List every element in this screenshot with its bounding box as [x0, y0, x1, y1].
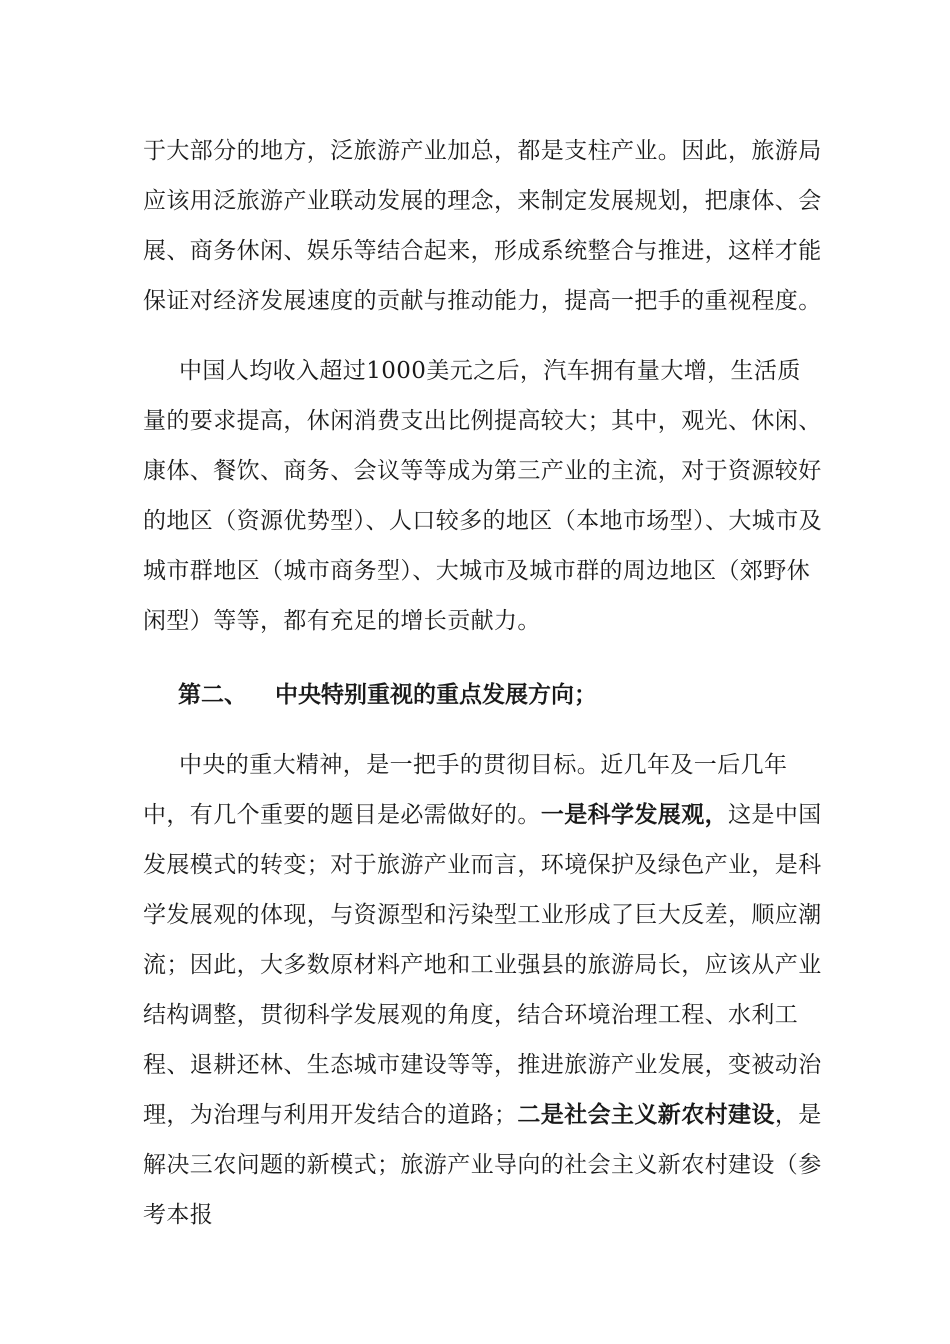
paragraph-central-directions — [143, 740, 823, 1240]
paragraph-pan-tourism-planning: 于大部分的地方，泛旅游产业加总，都是支柱产业。因此，旅游局应该用泛旅游产业联动发展的理念，来制定发展规划，把康体、会展、商务休闲、娱乐等结合起来，形成系统整合与推进，这样才能保证对经济发展速度的贡献与推动能力，提高一把手的重视程度。 — [143, 138, 822, 314]
section-heading-number: 第二、 — [178, 681, 247, 708]
bold-point-one: 一是科学发展观， — [540, 801, 729, 828]
paragraph-text-segment: 这是中国发展模式的转变；对于旅游产业而言，环境保护及绿色产业，是科学发展观的体现，与资源型和污染型工业形成了巨大反差，顺应潮流；因此，大多数原材料产地和工业强县的旅游局长，应该从产业结构调整，贯彻科学发展观的角度，结合环境治理工程、水利工程、退耕还林、生态城市建设等等，推进旅游产业发展，变被动治理，为治理与利用开发结合的道路； — [143, 802, 822, 1128]
paragraph-text-segment: ，是解决三农问题的新模式；旅游产业导向的社会主义新农村建设（参考本报 — [143, 1102, 822, 1228]
bold-point-two: 二是社会主义新农村建设 — [517, 1101, 775, 1128]
section-heading-second — [178, 670, 818, 720]
paragraph-consumption-growth: 中国人均收入超过1000美元之后，汽车拥有量大增，生活质量的要求提高，休闲消费支出比例提高较大；其中，观光、休闲、康体、餐饮、商务、会议等等成为第三产业的主流，对于资源较好的地区（资源优势型）、人口较多的地区（本地市场型）、大城市及城市群地区（城市商务型）、大城市及城市群的周边地区（郊野休闲型）等等，都有充足的增长贡献力。 — [143, 358, 822, 634]
section-heading-title: 中央特别重视的重点发展方向； — [275, 681, 597, 708]
paragraph-text-segment: 中央的重大精神，是一把手的贯彻目标。近几年及一后几年中，有几个重要的题目是必需做好的。 — [143, 752, 788, 828]
